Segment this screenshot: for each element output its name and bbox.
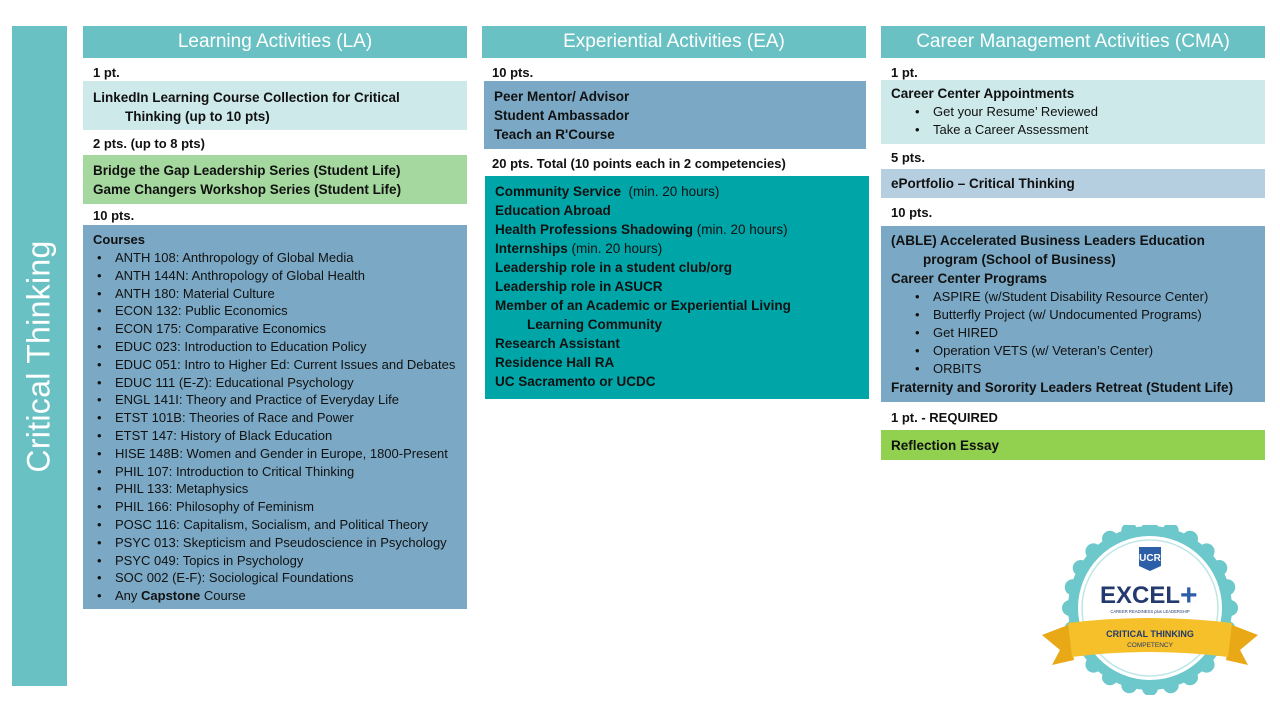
ea-student-ambassador: Student Ambassador bbox=[494, 108, 630, 123]
capstone-prefix: Any bbox=[115, 588, 142, 604]
la-section2-points: 2 pts. (up to 8 pts) bbox=[93, 136, 205, 151]
ea-header bbox=[482, 26, 866, 58]
course-item: • ETST 147: History of Black Education bbox=[115, 427, 457, 445]
la-courses-title: Courses bbox=[93, 232, 146, 247]
ea-uc-sacramento: UC Sacramento or UCDC bbox=[495, 374, 656, 389]
badge-scallop bbox=[1199, 657, 1215, 673]
badge-scallop bbox=[1182, 669, 1198, 685]
course-item: • ECON 175: Comparative Economics bbox=[115, 320, 457, 338]
cma-programs-box bbox=[881, 226, 1265, 402]
excel-badge bbox=[1040, 525, 1260, 695]
cma-reflection-essay: Reflection Essay bbox=[891, 438, 1000, 453]
cma-career-assessment: • Take a Career Assessment bbox=[933, 121, 1255, 139]
ea-section2-points: 20 pts. Total (10 points each in 2 competencies) bbox=[492, 156, 786, 171]
side-title: Critical Thinking bbox=[21, 239, 57, 473]
cma-able-line1: (ABLE) Accelerated Business Leaders Education bbox=[891, 233, 1205, 248]
ea-community-service-label: Community Service bbox=[495, 184, 622, 199]
ea-leadership-asucr: Leadership role in ASUCR bbox=[495, 279, 663, 294]
ea-research-assistant: Research Assistant bbox=[495, 336, 620, 351]
cma-section1-points: 1 pt. bbox=[891, 65, 918, 80]
ea-health-shadowing bbox=[495, 220, 859, 239]
ea-internships-label: Internships bbox=[495, 241, 568, 256]
badge-scallop bbox=[1219, 579, 1235, 595]
badge-scallop bbox=[1062, 600, 1078, 616]
course-item: • EDUC 111 (E-Z): Educational Psychology bbox=[115, 374, 457, 392]
cma-program-aspire: • ASPIRE (w/Student Disability Resource Center) bbox=[933, 288, 1255, 306]
ea-internships bbox=[495, 239, 859, 258]
badge-scallop bbox=[1182, 531, 1198, 547]
la-courses-box bbox=[83, 225, 467, 609]
course-item-capstone bbox=[115, 587, 457, 605]
course-item: • PHIL 166: Philosophy of Feminism bbox=[115, 498, 457, 516]
ea-health-shadowing-label: Health Professions Shadowing bbox=[495, 222, 694, 237]
badge-scallop bbox=[1121, 677, 1137, 693]
badge-scallop bbox=[1222, 600, 1238, 616]
course-item: • HISE 148B: Women and Gender in Europe, 1800-Present bbox=[115, 445, 457, 463]
cma-header bbox=[881, 26, 1265, 58]
course-item: • ECON 132: Public Economics bbox=[115, 302, 457, 320]
capstone-bold: Capstone bbox=[141, 588, 201, 604]
cma-career-center-list bbox=[891, 103, 1255, 139]
badge-ribbon-line1: CRITICAL THINKING bbox=[1106, 629, 1194, 639]
badge-tagline: CAREER READINESS plus LEADERSHIP bbox=[1110, 609, 1190, 614]
ea-member-line2: Learning Community bbox=[527, 317, 663, 332]
course-item: • PHIL 107: Introduction to Critical Thinking bbox=[115, 463, 457, 481]
cma-eportfolio-box bbox=[881, 169, 1265, 198]
cma-section2-points: 5 pts. bbox=[891, 150, 925, 165]
ea-mentor-box bbox=[484, 81, 866, 149]
la-header bbox=[83, 26, 467, 58]
course-item: • ETST 101B: Theories of Race and Power bbox=[115, 409, 457, 427]
badge-scallop bbox=[1163, 677, 1179, 693]
ea-education-abroad: Education Abroad bbox=[495, 203, 611, 218]
la-linkedin-line1: LinkedIn Learning Course Collection for Critical bbox=[93, 90, 400, 105]
ea-health-shadowing-note: (min. 20 hours) bbox=[693, 222, 788, 237]
badge-scallop bbox=[1085, 657, 1101, 673]
course-item: • PSYC 013: Skepticism and Pseudoscience in Psychology bbox=[115, 534, 457, 552]
la-section3-points: 10 pts. bbox=[93, 208, 135, 223]
cma-programs-list bbox=[891, 288, 1255, 378]
ea-internships-note: (min. 20 hours) bbox=[567, 241, 663, 256]
badge-scallop bbox=[1085, 543, 1101, 559]
course-item: • SOC 002 (E-F): Sociological Foundations bbox=[115, 569, 457, 587]
course-item: • EDUC 051: Intro to Higher Ed: Current Issues and Debates bbox=[115, 356, 457, 374]
cma-header-text: Career Management Activities (CMA) bbox=[916, 31, 1230, 52]
cma-eportfolio: ePortfolio – Critical Thinking bbox=[891, 176, 1075, 191]
la-series-line2: Game Changers Workshop Series (Student Life) bbox=[93, 182, 402, 197]
cma-section3-points: 10 pts. bbox=[891, 205, 933, 220]
course-item: • POSC 116: Capitalism, Socialism, and Political Theory bbox=[115, 516, 457, 534]
cma-program-operation-vets: • Operation VETS (w/ Veteran’s Center) bbox=[933, 342, 1255, 360]
la-courses-list bbox=[93, 249, 457, 605]
course-item: • ENGL 141I: Theory and Practice of Everyday Life bbox=[115, 391, 457, 409]
course-item: • ANTH 108: Anthropology of Global Media bbox=[115, 249, 457, 267]
ea-teach-rcourse: Teach an R'Course bbox=[494, 127, 615, 142]
cma-career-center-title: Career Center Appointments bbox=[891, 86, 1075, 101]
cma-career-center-box bbox=[881, 80, 1265, 144]
badge-ucr-text: UCR bbox=[1139, 553, 1161, 564]
badge-scallop bbox=[1199, 543, 1215, 559]
cma-program-orbits: • ORBITS bbox=[933, 360, 1255, 378]
cma-program-get-hired: • Get HIRED bbox=[933, 324, 1255, 342]
badge-plus-text: + bbox=[1180, 579, 1198, 612]
la-linkedin-box bbox=[83, 81, 467, 130]
cma-resume-review: • Get your Resume’ Reviewed bbox=[933, 103, 1255, 121]
la-series-line1: Bridge the Gap Leadership Series (Student Life) bbox=[93, 163, 401, 178]
cma-program-butterfly: • Butterfly Project (w/ Undocumented Programs) bbox=[933, 306, 1255, 324]
badge-excel-text: EXCEL bbox=[1100, 582, 1181, 609]
course-item: • EDUC 023: Introduction to Education Policy bbox=[115, 338, 457, 356]
badge-scallop bbox=[1065, 579, 1081, 595]
ea-residence-hall: Residence Hall RA bbox=[495, 355, 615, 370]
capstone-suffix: Course bbox=[200, 588, 246, 604]
badge-scallop bbox=[1073, 560, 1089, 576]
course-item: • PHIL 133: Metaphysics bbox=[115, 480, 457, 498]
ea-peer-mentor: Peer Mentor/ Advisor bbox=[494, 89, 630, 104]
ea-header-text: Experiential Activities (EA) bbox=[563, 31, 785, 52]
course-item: • PSYC 049: Topics in Psychology bbox=[115, 552, 457, 570]
la-section1-points: 1 pt. bbox=[93, 65, 120, 80]
ea-leadership-club: Leadership role in a student club/org bbox=[495, 260, 733, 275]
badge-ribbon-line2: COMPETENCY bbox=[1127, 642, 1173, 649]
la-series-box bbox=[83, 155, 467, 204]
ea-member-line1: Member of an Academic or Experiential Living bbox=[495, 298, 791, 313]
badge-scallop bbox=[1102, 531, 1118, 547]
cma-able-line2: program (School of Business) bbox=[923, 252, 1116, 267]
la-header-text: Learning Activities (LA) bbox=[177, 31, 373, 52]
cma-reflection-box bbox=[881, 430, 1265, 460]
badge-scallop bbox=[1211, 560, 1227, 576]
side-title-bar bbox=[12, 26, 67, 686]
cma-fraternity: Fraternity and Sorority Leaders Retreat (Student Life) bbox=[891, 380, 1234, 395]
ea-community-service bbox=[495, 182, 859, 201]
ea-community-service-note: (min. 20 hours) bbox=[621, 184, 720, 199]
ea-section1-points: 10 pts. bbox=[492, 65, 534, 80]
cma-programs-title: Career Center Programs bbox=[891, 271, 1048, 286]
badge-scallop bbox=[1102, 669, 1118, 685]
cma-section4-points: 1 pt. - REQUIRED bbox=[891, 410, 998, 425]
course-item: • ANTH 144N: Anthropology of Global Health bbox=[115, 267, 457, 285]
ea-experiences-box bbox=[485, 176, 869, 399]
course-item: • ANTH 180: Material Culture bbox=[115, 285, 457, 303]
la-linkedin-line2: Thinking (up to 10 pts) bbox=[125, 109, 270, 124]
